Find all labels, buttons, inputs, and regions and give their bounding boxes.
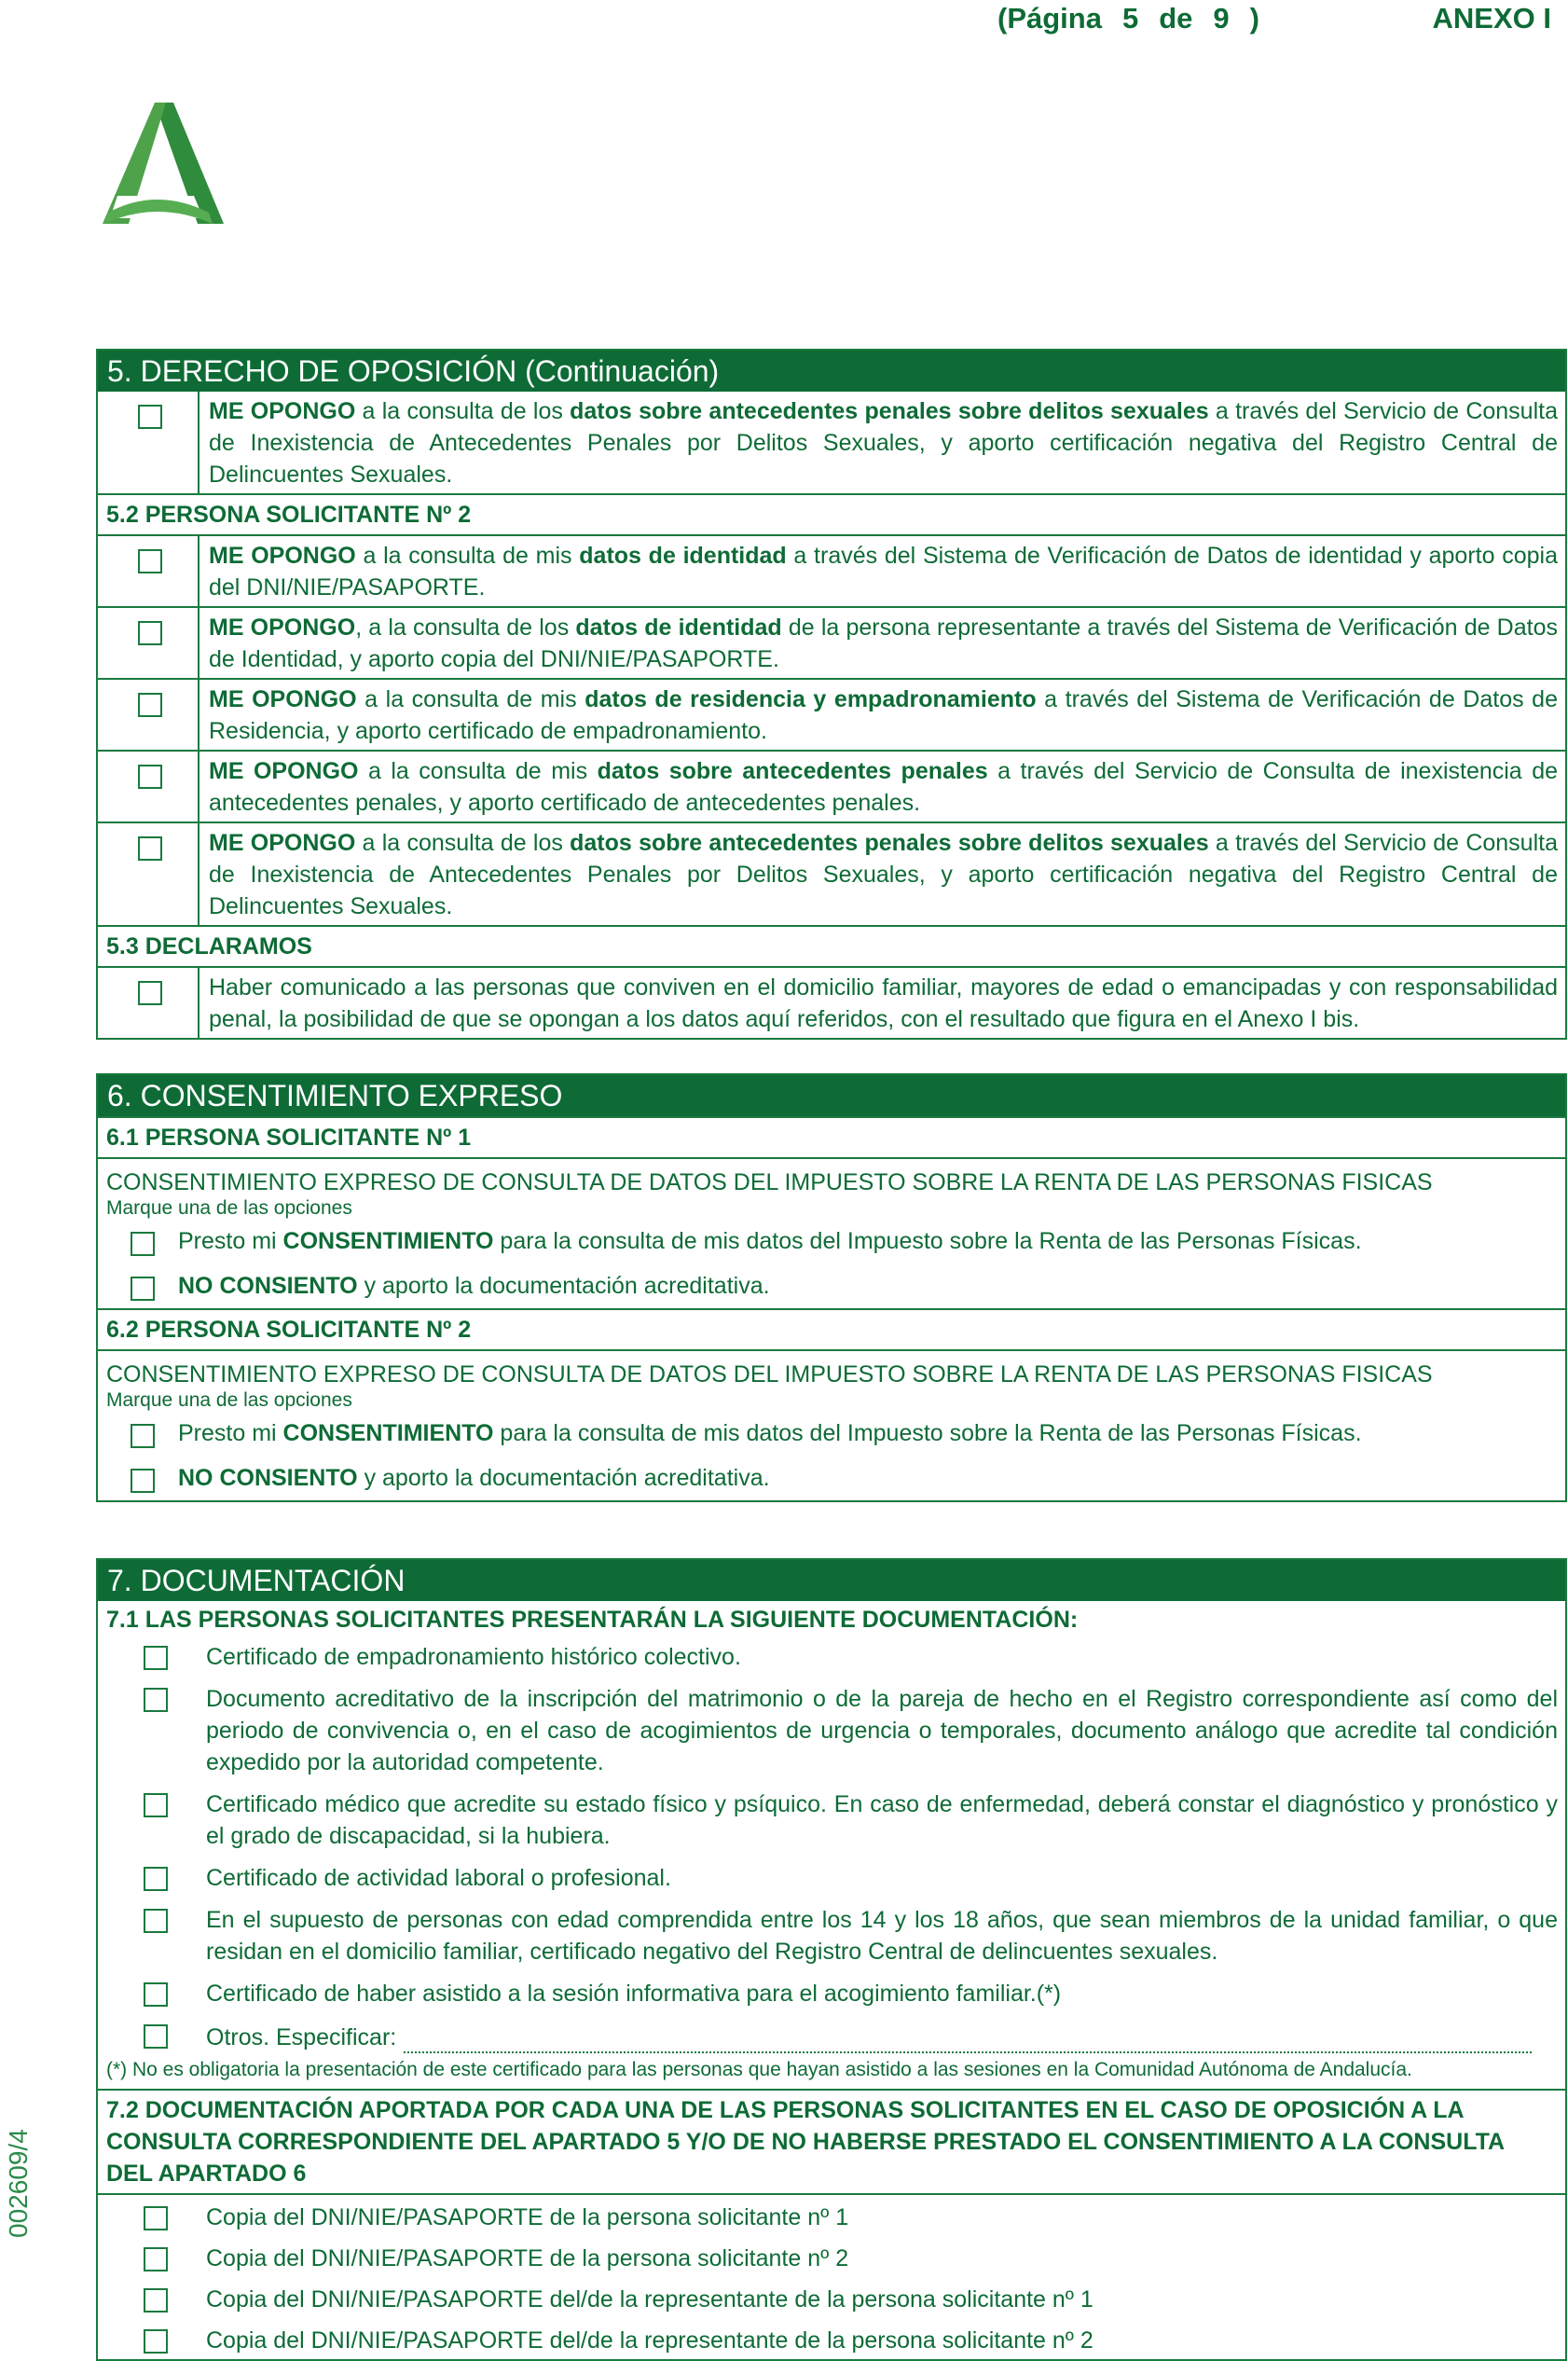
checkbox[interactable] xyxy=(144,1867,168,1891)
document-item: Certificado médico que acredite su estado físico y psíquico. En caso de enfermedad, deberá constar el diagnóstico y pronóstico y el grado de discapacidad, si la hubiera. xyxy=(98,1786,1565,1852)
section-5-title: 5. DERECHO DE OPOSICIÓN (Continuación) xyxy=(98,351,1565,392)
checkbox[interactable] xyxy=(138,405,162,429)
subsection-6-2: 6.2 PERSONA SOLICITANTE Nº 2 xyxy=(98,1308,1565,1349)
no-consent-checkbox[interactable] xyxy=(131,1277,155,1301)
checkbox[interactable] xyxy=(138,693,162,717)
consent-option: Presto mi CONSENTIMIENTO para la consulta de mis datos del Impuesto sobre la Renta de las Personas Físicas. xyxy=(98,1413,1565,1457)
choose-option-hint: Marque una de las opciones xyxy=(106,1389,352,1411)
opposition-row xyxy=(98,534,1565,606)
opposition-row xyxy=(98,678,1565,750)
section-6-title: 6. CONSENTIMIENTO EXPRESO xyxy=(98,1075,1565,1116)
copy-item: Copia del DNI/NIE/PASAPORTE del/de la representante de la persona solicitante nº 2 xyxy=(98,2322,1565,2359)
document-item: Documento acreditativo de la inscripción del matrimonio o de la pareja de hecho en el Registro correspondiente así como del periodo de convivencia o, en el caso de acogimientos de urgencia o temporales, documento análogo que acredite tal condición expedido por la autoridad competente. xyxy=(98,1680,1565,1778)
opposition-row xyxy=(98,750,1565,822)
page-suffix: ) xyxy=(1249,2,1259,35)
consent-option: Presto mi CONSENTIMIENTO para la consulta de mis datos del Impuesto sobre la Renta de las Personas Físicas. xyxy=(98,1221,1565,1265)
junta-andalucia-logo xyxy=(101,103,224,224)
subsection-6-1: 6.1 PERSONA SOLICITANTE Nº 1 xyxy=(98,1116,1565,1157)
checkbox[interactable] xyxy=(144,1688,168,1712)
document-item: Certificado de empadronamiento histórico colectivo. xyxy=(98,1638,1565,1673)
checkbox[interactable] xyxy=(138,621,162,645)
opposition-text: ME OPONGO, a la consulta de los datos de identidad de la persona representante a través del Sistema de Verificación de Datos de Identidad, y aporto copia del DNI/NIE/PASAPORTE. xyxy=(209,614,1558,672)
page-prefix: (Página xyxy=(997,2,1102,35)
page-of: de xyxy=(1159,2,1193,35)
subsection-7-2: 7.2 DOCUMENTACIÓN APORTADA POR CADA UNA DE LAS PERSONAS SOLICITANTES EN EL CASO DE OPOSICIÓN A LA CONSULTA CORRESPONDIENTE DEL APARTADO 5 Y/O DE NO HABERSE PRESTADO EL CONSENTIMIENTO A LA CONSULTA DEL APARTADO 6 xyxy=(98,2089,1565,2195)
footnote: (*) No es obligatoria la presentación de este certificado para las personas que hayan asistido a las sesiones en la Comunidad Autónoma de Andalucía. xyxy=(106,2059,1412,2080)
irpf-consent-title: CONSENTIMIENTO EXPRESO DE CONSULTA DE DATOS DEL IMPUESTO SOBRE LA RENTA DE LAS PERSONAS FISICAS xyxy=(106,1361,1433,1388)
checkbox[interactable] xyxy=(144,2329,168,2354)
declaration-text: Haber comunicado a las personas que conviven en el domicilio familiar, mayores de edad o emancipadas y con responsabilidad penal, la posibilidad de que se opongan a los datos aquí referidos, con el resultado que figura en el Anexo I bis. xyxy=(209,974,1558,1032)
document-item: Certificado de haber asistido a la sesión informativa para el acogimiento familiar.(*) xyxy=(98,1975,1565,2009)
copy-item: Copia del DNI/NIE/PASAPORTE del/de la representante de la persona solicitante nº 1 xyxy=(98,2281,1565,2322)
opposition-text: ME OPONGO a la consulta de mis datos de residencia y empadronamiento a través del Sistema de Verificación de Datos de Residencia, y aporto certificado de empadronamiento. xyxy=(209,686,1558,744)
checkbox[interactable] xyxy=(144,1646,168,1670)
subsection-5-3: 5.3 DECLARAMOS xyxy=(98,925,1565,966)
page-total: 9 xyxy=(1213,2,1230,35)
no-consent-checkbox[interactable] xyxy=(131,1469,155,1493)
checkbox[interactable] xyxy=(144,1909,168,1933)
document-item: En el supuesto de personas con edad comprendida entre los 14 y los 18 años, que sean miembros de la unidad familiar, o que residan en el domicilio familiar, certificado negativo del Registro Central de delincuentes sexuales. xyxy=(98,1901,1565,1968)
checkbox[interactable] xyxy=(144,2206,168,2230)
opposition-row xyxy=(98,822,1565,925)
declaration-row xyxy=(98,966,1565,1038)
checkbox[interactable] xyxy=(144,1793,168,1817)
checkbox[interactable] xyxy=(138,549,162,573)
no-consent-option: NO CONSIENTO y aporto la documentación acreditativa. xyxy=(98,1457,1565,1500)
annex-label: ANEXO I xyxy=(1432,2,1551,35)
copy-item: Copia del DNI/NIE/PASAPORTE de la persona solicitante nº 2 xyxy=(98,2240,1565,2281)
document-code: 002609/4 xyxy=(4,2129,33,2238)
other-document-item xyxy=(98,2017,1565,2053)
subsection-7-1: 7.1 LAS PERSONAS SOLICITANTES PRESENTARÁN LA SIGUIENTE DOCUMENTACIÓN: xyxy=(106,1607,1079,1633)
other-specify-field[interactable] xyxy=(404,2020,1532,2053)
document-item: Certificado de actividad laboral o profesional. xyxy=(98,1859,1565,1894)
opposition-row xyxy=(98,606,1565,678)
opposition-text: ME OPONGO a la consulta de mis datos sobre antecedentes penales a través del Servicio de Consulta de inexistencia de antecedentes penales, y aporto certificado de antecedentes penales. xyxy=(209,758,1558,816)
page-number xyxy=(997,2,1259,35)
section-7-title: 7. DOCUMENTACIÓN xyxy=(98,1560,1565,1601)
opposition-text: ME OPONGO a la consulta de los datos sobre antecedentes penales sobre delitos sexuales a través del Servicio de Consulta de Inexistencia de Antecedentes Penales por Delitos Sexuales, y aporto certificación negativa del Registro Central de Delincuentes Sexuales. xyxy=(209,830,1558,919)
checkbox[interactable] xyxy=(144,2247,168,2271)
other-label: Otros. Especificar: xyxy=(206,2024,397,2050)
checkbox[interactable] xyxy=(138,836,162,861)
irpf-consent-title: CONSENTIMIENTO EXPRESO DE CONSULTA DE DATOS DEL IMPUESTO SOBRE LA RENTA DE LAS PERSONAS FISICAS xyxy=(106,1169,1433,1195)
section-5-opposition xyxy=(96,349,1567,1040)
subsection-5-2: 5.2 PERSONA SOLICITANTE Nº 2 xyxy=(98,493,1565,534)
checkbox[interactable] xyxy=(144,1982,168,2007)
checkbox[interactable] xyxy=(144,2288,168,2313)
section-6-consent xyxy=(96,1073,1567,1502)
consent-checkbox[interactable] xyxy=(131,1424,155,1448)
checkbox[interactable] xyxy=(138,765,162,789)
opposition-text: ME OPONGO a la consulta de mis datos de identidad a través del Sistema de Verificación de Datos de identidad y aporto copia del DNI/NIE/PASAPORTE. xyxy=(209,543,1559,601)
opposition-text: ME OPONGO a la consulta de los datos sobre antecedentes penales sobre delitos sexuales a través del Servicio de Consulta de Inexistencia de Antecedentes Penales por Delitos Sexuales, y aporto certificación negativa del Registro Central de Delincuentes Sexuales. xyxy=(209,398,1558,488)
consent-checkbox[interactable] xyxy=(131,1232,155,1256)
copy-item: Copia del DNI/NIE/PASAPORTE de la persona solicitante nº 1 xyxy=(98,2199,1565,2240)
choose-option-hint: Marque una de las opciones xyxy=(106,1197,352,1219)
page-current: 5 xyxy=(1121,2,1139,35)
opposition-row xyxy=(98,392,1565,493)
no-consent-option: NO CONSIENTO y aporto la documentación acreditativa. xyxy=(98,1265,1565,1308)
checkbox[interactable] xyxy=(144,2024,168,2049)
checkbox[interactable] xyxy=(138,981,162,1005)
section-7-documentation xyxy=(96,1558,1567,2361)
